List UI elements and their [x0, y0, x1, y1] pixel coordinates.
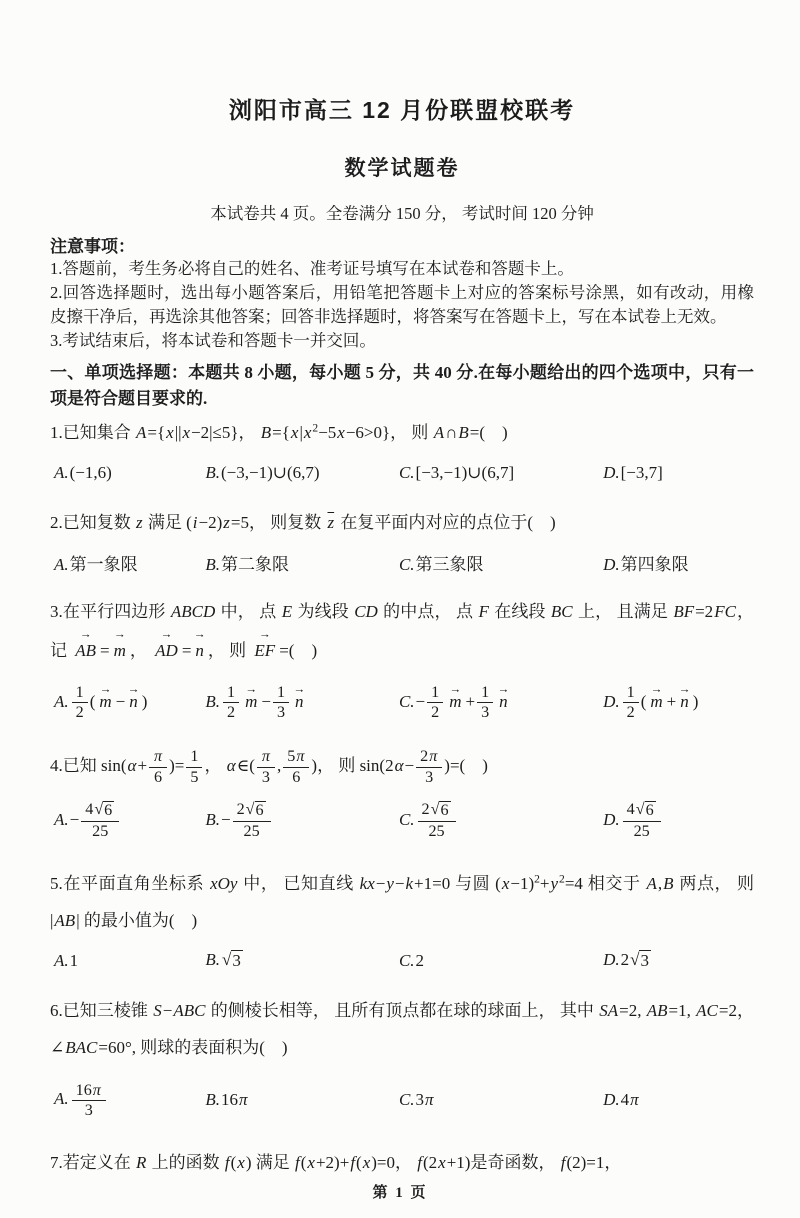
math-variable: π: [239, 1090, 248, 1110]
math-variable: CD: [354, 602, 378, 622]
notice-item-3: 3.考试结束后，将本试卷和答题卡一并交回。: [50, 330, 376, 350]
question-7: [50, 1144, 754, 1181]
math-variable: E: [281, 602, 293, 622]
option-label: C.: [398, 809, 415, 829]
option-label: B.: [205, 691, 220, 711]
vector-with-arrow: → n: [679, 691, 690, 712]
fraction-denominator: 25: [243, 823, 260, 840]
option: [395, 463, 599, 483]
option-body: [621, 801, 663, 840]
math-variable: x: [166, 423, 174, 443]
fraction: [623, 683, 639, 723]
vector-with-arrow: → n: [294, 691, 305, 712]
option-label: A.: [54, 950, 69, 970]
option-body: 2: [415, 950, 425, 970]
option: [201, 1090, 395, 1110]
fraction-denominator: 6: [154, 768, 163, 786]
option: [395, 1090, 599, 1110]
fraction: [283, 747, 309, 787]
fraction-denominator: 25: [92, 823, 109, 840]
option-label: D.: [603, 691, 620, 711]
option: [599, 950, 754, 971]
question-5: [50, 865, 754, 976]
math-variable: x: [237, 1153, 245, 1173]
option: [50, 463, 201, 483]
math-variable: π: [154, 748, 163, 766]
fraction-denominator: 2: [227, 704, 236, 722]
vector-with-arrow: → n: [194, 631, 205, 669]
exponent: 2: [312, 421, 319, 435]
math-variable: SA: [599, 1000, 619, 1020]
option-label: B.: [205, 950, 220, 970]
exam-info-line: 本试卷共 4 页。全卷满分 150 分， 考试时间 120 分钟: [210, 204, 594, 223]
exponent: 2: [534, 872, 540, 886]
fraction: [149, 747, 167, 787]
option: [201, 683, 395, 723]
fraction: [186, 747, 202, 787]
option-label: D.: [603, 462, 620, 482]
math-variable: z: [136, 512, 143, 532]
fraction: [72, 1081, 106, 1121]
fraction-numerator: 1: [186, 747, 202, 767]
option-label: D.: [603, 1090, 620, 1110]
fraction: [416, 747, 442, 787]
vector-with-arrow: → n: [498, 691, 509, 712]
fraction-numerator: 2 √ 6: [418, 800, 456, 822]
option-label: C.: [398, 1090, 415, 1110]
fraction-denominator: 2: [75, 704, 84, 722]
option: [599, 800, 754, 841]
vector-with-arrow: → EF: [253, 631, 276, 669]
notice-item-2: 2.回答选择题时，选出每小题答案后，用铅笔把答题卡上对应的答案标号涂黑，如有改动，用橡皮擦干净后，再选涂其他答案；回答非选择题时，将答案写在答题卡上，写在本试卷上无效。: [50, 282, 754, 326]
fraction: [623, 800, 661, 841]
fraction-numerator: 1: [427, 683, 443, 703]
fraction-denominator: 6: [292, 768, 301, 786]
fraction: [233, 800, 271, 841]
option-body: 16π: [221, 1090, 248, 1110]
option-body: − $\frac{1}{2}$ → m + $\frac{1}{3}$ → n: [416, 692, 512, 711]
math-variable: A: [136, 423, 147, 443]
question-1: [50, 414, 754, 487]
conjugate-bar: $\overline{z}$: [327, 512, 335, 532]
radical-sign: √: [222, 950, 232, 970]
option: [201, 800, 395, 841]
math-variable: kx: [359, 873, 375, 893]
radical-sign: √: [94, 801, 104, 819]
option: [50, 800, 201, 841]
notice-item-1: 1.答题前，考生务必将自己的姓名、准考证号填写在本试卷和答题卡上。: [50, 259, 574, 278]
question-stem: 5.在平面直角坐标系 xOy 中， 已知直线 kx−y−k+1=0 与圆 $(x-1)^2+y^2=4$ 相交于 A,B 两点， 则 |AB| 的最小值为( ): [50, 872, 755, 931]
math-variable: f: [224, 1153, 230, 1173]
option: [599, 1090, 754, 1110]
math-variable: π: [429, 748, 438, 766]
exponent: 2: [559, 872, 565, 886]
fraction: [418, 800, 456, 841]
page-subtitle: 数学试题卷: [344, 157, 460, 180]
question-stem: 3.在平行四边形 ABCD 中， 点 E 为线段 CD 的中点， 点 F 在线段 BC 上， 且满足 BF=2FC， 记 → AB = → m ， → AD = → n ， 则 → EF =( ): [50, 593, 754, 669]
option-body: [−3,7]: [620, 462, 663, 482]
power-expression: [550, 874, 565, 893]
math-variable: BF: [673, 602, 695, 622]
options-row: [50, 793, 754, 849]
option-label: B.: [205, 462, 220, 482]
fraction-numerator: 2π: [416, 747, 442, 767]
option-label: C.: [398, 554, 415, 574]
notices-heading: 注意事项：: [50, 237, 135, 256]
option-body: 3π: [415, 1090, 434, 1110]
option-body: 第四象限: [620, 554, 689, 574]
fraction-numerator: 1: [273, 683, 289, 703]
math-variable: ABCD: [170, 602, 216, 622]
option-label: A.: [54, 691, 69, 711]
option-body: (−1,6): [69, 462, 112, 482]
vector-with-arrow: → m: [98, 691, 112, 712]
option-label: A.: [54, 554, 69, 574]
math-variable: f: [295, 1153, 300, 1173]
math-variable: A: [646, 873, 657, 893]
math-variable: i: [192, 512, 198, 532]
section-heading: 一、单项选择题：本题共 8 小题，每小题 5 分，共 40 分.在每小题给出的四个选项中，只有一项是符合题目要求的.: [50, 362, 754, 409]
option-body: [221, 950, 244, 969]
math-variable: AB: [54, 911, 76, 931]
fraction-denominator: 5: [190, 768, 199, 786]
math-variable: B: [458, 423, 469, 443]
fraction-numerator: 1: [223, 683, 239, 703]
fraction-numerator: 5π: [283, 747, 309, 767]
question-stem: 4.已知 sin(α+ $\frac{\pi}{6}$ )= $\frac{1}{5}$ ， α∈( $\frac{\pi}{3}$ , $\frac{5\pi}{6}$ )， 则 sin(2α− $\frac{2\pi}{3}$ )=( ): [50, 748, 488, 786]
option-label: C.: [398, 691, 415, 711]
radicand: 6: [645, 802, 654, 820]
option-label: B.: [205, 554, 220, 574]
option-label: D.: [603, 809, 620, 829]
power-expression: [303, 423, 318, 442]
math-variable: x: [337, 423, 345, 443]
fraction-denominator: 2: [431, 704, 440, 722]
power-expression: $(x-1)^2$: [495, 872, 540, 893]
fraction-denominator: 3: [261, 768, 270, 786]
option: [395, 951, 599, 971]
fraction-denominator: 2: [626, 704, 635, 722]
math-variable: B: [260, 423, 272, 443]
vector-with-arrow: → n: [128, 691, 139, 712]
option: [50, 683, 201, 723]
math-variable: α: [394, 755, 404, 775]
option: [599, 463, 754, 483]
option-label: D.: [603, 950, 620, 970]
math-variable: z: [223, 512, 230, 532]
vector-with-arrow: → AB: [74, 631, 97, 669]
math-variable: BAC: [65, 1038, 98, 1058]
fraction: [223, 683, 239, 723]
fraction-denominator: 3: [84, 1101, 93, 1119]
option-label: B.: [205, 1090, 220, 1110]
option: [50, 951, 201, 971]
fraction: [477, 683, 493, 723]
question-stem: 7.若定义在 R 上的函数 f(x) 满足 f(x+2)+f(x)=0， f(2x+1)是奇函数， f(2)=1，: [50, 1153, 622, 1173]
option-body: $\frac{1}{2}$ ( → m − → n ): [70, 692, 148, 711]
option: [50, 550, 201, 575]
radical-sign: √: [635, 801, 645, 819]
option-label: B.: [205, 809, 220, 829]
math-variable: π: [92, 1081, 101, 1099]
fraction-numerator: 2 √ 6: [233, 800, 271, 822]
option-body: $\frac{1}{2}$ → m − $\frac{1}{3}$ → n: [221, 692, 308, 711]
math-variable: A: [433, 423, 445, 443]
options-row: [50, 547, 754, 577]
math-variable: F: [478, 602, 489, 622]
vector-with-arrow: → m: [448, 691, 462, 712]
option-body: (−3,−1)∪(6,7): [221, 462, 320, 482]
math-variable: π: [425, 1090, 434, 1110]
question-3: [50, 593, 754, 731]
option: [201, 950, 395, 971]
square-root: [94, 801, 114, 821]
notices-section: [50, 232, 754, 353]
fraction-denominator: 3: [276, 704, 286, 722]
options-row: [50, 675, 754, 731]
fraction-denominator: 25: [428, 823, 445, 840]
fraction-numerator: 4 √ 6: [623, 800, 661, 822]
fraction: [257, 747, 275, 787]
math-variable: xOy: [210, 873, 238, 893]
option: [201, 550, 395, 575]
radical-sign: √: [430, 801, 440, 819]
option: [50, 1081, 201, 1121]
math-variable: S: [153, 1000, 162, 1020]
math-variable: BC: [550, 602, 573, 622]
math-variable: x: [303, 423, 312, 443]
option-label: D.: [603, 554, 620, 574]
options-row: [50, 1072, 754, 1128]
fraction: [81, 800, 119, 841]
option-body: [70, 1081, 108, 1119]
vector-with-arrow: → m: [649, 691, 663, 712]
option-label: C.: [398, 950, 415, 970]
square-root: [222, 950, 243, 971]
option-body: [−3,−1)∪(6,7]: [415, 462, 515, 482]
option-body: 第二象限: [221, 554, 289, 574]
options-row: [50, 946, 754, 976]
math-variable: α: [127, 755, 137, 775]
option-body: − 2 √ 6 25: [221, 810, 273, 829]
option-body: 4π: [620, 1090, 639, 1110]
math-variable: x: [182, 423, 191, 443]
page-title: 浏阳市高三 12 月份联盟校联考: [228, 97, 576, 123]
option-label: A.: [54, 1089, 69, 1109]
square-root: [246, 801, 266, 821]
math-variable: y: [386, 873, 394, 893]
radicand: 6: [440, 802, 449, 820]
option-body: 2 √ 3: [620, 950, 649, 971]
option-label: C.: [398, 462, 415, 482]
option-label: A.: [54, 809, 69, 829]
question-6: [50, 992, 754, 1129]
math-variable: AB: [646, 1000, 668, 1020]
math-variable: α: [226, 755, 236, 775]
fraction-denominator: 3: [481, 704, 490, 722]
fraction-numerator: 16π: [72, 1081, 106, 1101]
option-body: 第一象限: [69, 554, 138, 574]
radicand: 3: [640, 951, 649, 971]
option: [395, 800, 599, 841]
question-stem: 2.已知复数 z 满足 (i−2)z=5， 则复数 $\overline{z}$ 在复平面内对应的点位于( ): [50, 512, 556, 532]
question-4: [50, 747, 754, 849]
fraction: [427, 683, 443, 723]
math-variable: y: [550, 873, 559, 893]
page-footer: 第 1 页: [372, 1185, 428, 1201]
math-variable: k: [405, 873, 414, 893]
option-body: [416, 801, 458, 840]
square-root: [636, 801, 656, 821]
math-variable: x: [307, 1153, 315, 1173]
fraction: [273, 683, 289, 723]
fraction-numerator: 1: [623, 683, 639, 703]
math-variable: x: [362, 1153, 371, 1173]
math-variable: π: [261, 748, 270, 766]
option-label: A.: [54, 462, 69, 482]
radical-sign: √: [245, 801, 255, 819]
math-variable: AC: [696, 1000, 718, 1020]
math-variable: x: [438, 1153, 446, 1173]
option: [201, 463, 395, 483]
math-variable: ABC: [173, 1000, 206, 1020]
square-root: [630, 950, 651, 971]
square-root: [431, 801, 451, 821]
radicand: 3: [232, 951, 241, 971]
option: [599, 550, 754, 575]
fraction-denominator: 25: [633, 823, 650, 840]
fraction-denominator: 3: [425, 768, 434, 786]
option: [395, 550, 599, 575]
question-2: [50, 504, 754, 577]
vector-with-arrow: → m: [113, 631, 127, 669]
math-variable: f: [350, 1153, 356, 1173]
math-variable: f: [417, 1153, 422, 1173]
option: [599, 683, 754, 723]
fraction-numerator: 4 √ 6: [81, 800, 119, 822]
math-variable: B: [663, 873, 674, 893]
radical-sign: √: [630, 950, 640, 970]
vector-with-arrow: → m: [244, 691, 258, 712]
radicand: 6: [255, 802, 264, 820]
vector-with-arrow: → AD: [154, 631, 179, 669]
radicand: 6: [104, 802, 113, 820]
option-body: − 4 √ 6 25: [70, 810, 122, 829]
option-body: 第三象限: [415, 554, 484, 574]
option-body: $\frac{1}{2}$ ( → m + → n ): [621, 692, 699, 711]
questions-list: [50, 414, 754, 1181]
option: [395, 683, 599, 723]
math-variable: x: [501, 873, 510, 893]
question-stem: 1.已知集合 A={x||x−2|≤5}， $B=\{x|x^2-5x-6>0\}$， 则 A∩B=( ): [50, 421, 508, 443]
math-variable: π: [630, 1090, 639, 1110]
option-body: 1: [69, 950, 79, 970]
math-variable: f: [560, 1153, 566, 1173]
math-variable: R: [136, 1153, 147, 1173]
math-variable: π: [296, 748, 305, 766]
fraction-numerator: 1: [72, 683, 88, 703]
fraction-numerator: [257, 747, 275, 767]
fraction: [72, 683, 88, 723]
options-row: [50, 458, 754, 488]
question-stem: 6.已知三棱锥 S−ABC 的侧棱长相等， 且所有顶点都在球的球面上， 其中 SA=2, AB=1, AC=2， ∠BAC=60°, 则球的表面积为( ): [50, 1000, 755, 1058]
fraction-numerator: 1: [477, 683, 493, 703]
math-variable: x: [290, 423, 299, 443]
fraction-numerator: [149, 747, 167, 767]
math-variable: FC: [714, 602, 736, 622]
